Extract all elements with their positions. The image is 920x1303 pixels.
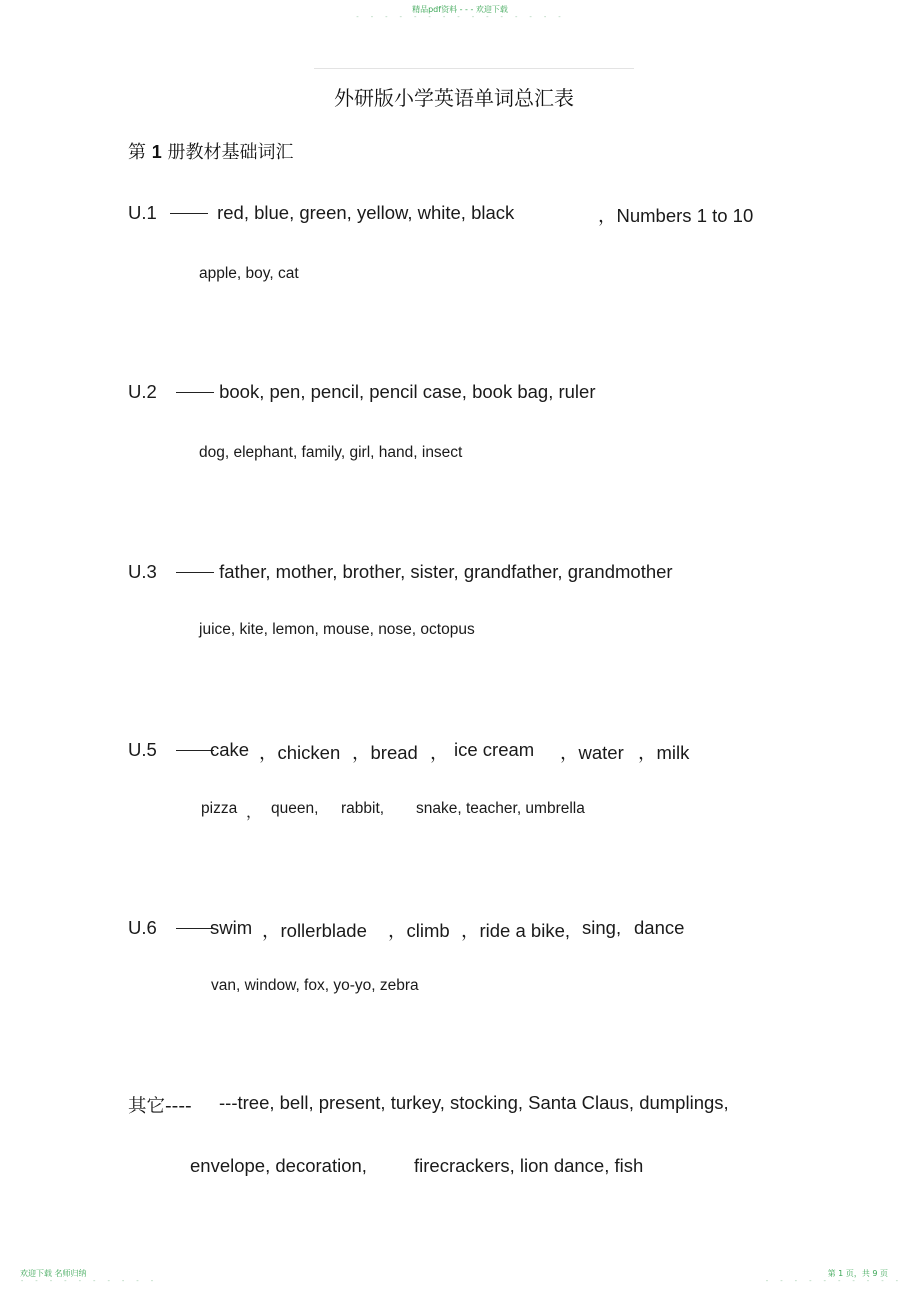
unit-6-word-1: ，rollerblade: [262, 920, 367, 941]
unit-2-words: book, pen, pencil, pencil case, book bag, ruler: [219, 381, 596, 402]
unit-5-sub-word-2: queen,: [271, 800, 319, 817]
unit-5-word-6: ，milk: [638, 742, 690, 763]
unit-1-words-b-wrap: [598, 202, 753, 228]
unit-6-sub-words: van, window, fox, yo-yo, zebra: [211, 977, 419, 994]
unit-1-words-b: ，Numbers 1 to 10: [598, 205, 754, 226]
header-rule: [314, 68, 634, 69]
footer-right-dots: - - - - - - - - - -: [764, 1277, 902, 1285]
unit-2-sub-words: dog, elephant, family, girl, hand, insect: [199, 444, 463, 461]
unit-6-word-0: swim: [210, 917, 253, 938]
unit-3-words: father, mother, brother, sister, grandfather, grandmother: [219, 561, 673, 582]
unit-3-line: [128, 561, 673, 583]
unit-2-label: U.2: [128, 381, 157, 402]
unit-2-dash: [176, 392, 214, 393]
unit-3-sub-words: juice, kite, lemon, mouse, nose, octopus: [199, 621, 475, 638]
unit-1-sub-words: apple, boy, cat: [199, 265, 299, 282]
other-line-1: ---tree, bell, present, turkey, stocking, Santa Claus, dumplings,: [219, 1092, 729, 1113]
footer-left-dots: - - - - - - - - - -: [20, 1277, 158, 1285]
unit-5-sub-word-3: rabbit,: [341, 800, 385, 817]
header-dots: - - - - - - - - - - - - - - -: [355, 13, 565, 21]
unit-5-word-5: ，water: [560, 742, 624, 763]
section-prefix: 第: [128, 142, 146, 163]
header-watermark: 精品pdf资料 - - - 欢迎下载: [412, 5, 508, 14]
unit-5-word-3: ，: [430, 742, 449, 763]
unit-5-sub-word-4: snake, teacher, umbrella: [416, 800, 585, 817]
unit-5-sub-word-1: ，: [246, 804, 262, 821]
unit-6-word-4: sing,: [582, 917, 622, 938]
unit-5-sub-word-0: pizza: [201, 800, 238, 817]
unit-1-words-a: red, blue, green, yellow, white, black: [217, 202, 515, 223]
unit-1-line: [128, 202, 514, 224]
section-number: 1: [151, 142, 162, 162]
footer-page-number: 第 1 页，共 9 页: [827, 1269, 888, 1278]
page-title: 外研版小学英语单词总汇表: [334, 86, 574, 110]
footer-left-text: 欢迎下载 名师归纳: [20, 1269, 87, 1278]
unit-6-word-3: ，ride a bike,: [461, 920, 570, 941]
unit-6-dash: [176, 928, 214, 929]
unit-5-word-2: ，bread: [352, 742, 418, 763]
unit-1-label: U.1: [128, 202, 157, 223]
other-line-2a: envelope, decoration,: [190, 1155, 367, 1176]
unit-5-label: U.5: [128, 739, 157, 760]
unit-6-label: U.6: [128, 917, 157, 938]
unit-6-word-2: ，climb: [388, 920, 450, 941]
unit-5-word-0: cake: [210, 739, 250, 760]
section-heading: [128, 138, 293, 164]
other-line-2b: firecrackers, lion dance, fish: [414, 1155, 644, 1176]
unit-1-dash: [170, 213, 208, 214]
unit-6-word-5: dance: [634, 917, 685, 938]
unit-5-dash: [176, 750, 214, 751]
unit-5-word-4: ice cream: [454, 739, 535, 760]
unit-2-line: [128, 381, 595, 403]
unit-6-line: [128, 917, 214, 939]
other-label: 其它----: [128, 1096, 192, 1117]
unit-3-label: U.3: [128, 561, 157, 582]
unit-5-word-1: ，chicken: [259, 742, 341, 763]
section-suffix: 册教材基础词汇: [167, 142, 294, 163]
unit-5-line: [128, 739, 214, 761]
unit-3-dash: [176, 572, 214, 573]
